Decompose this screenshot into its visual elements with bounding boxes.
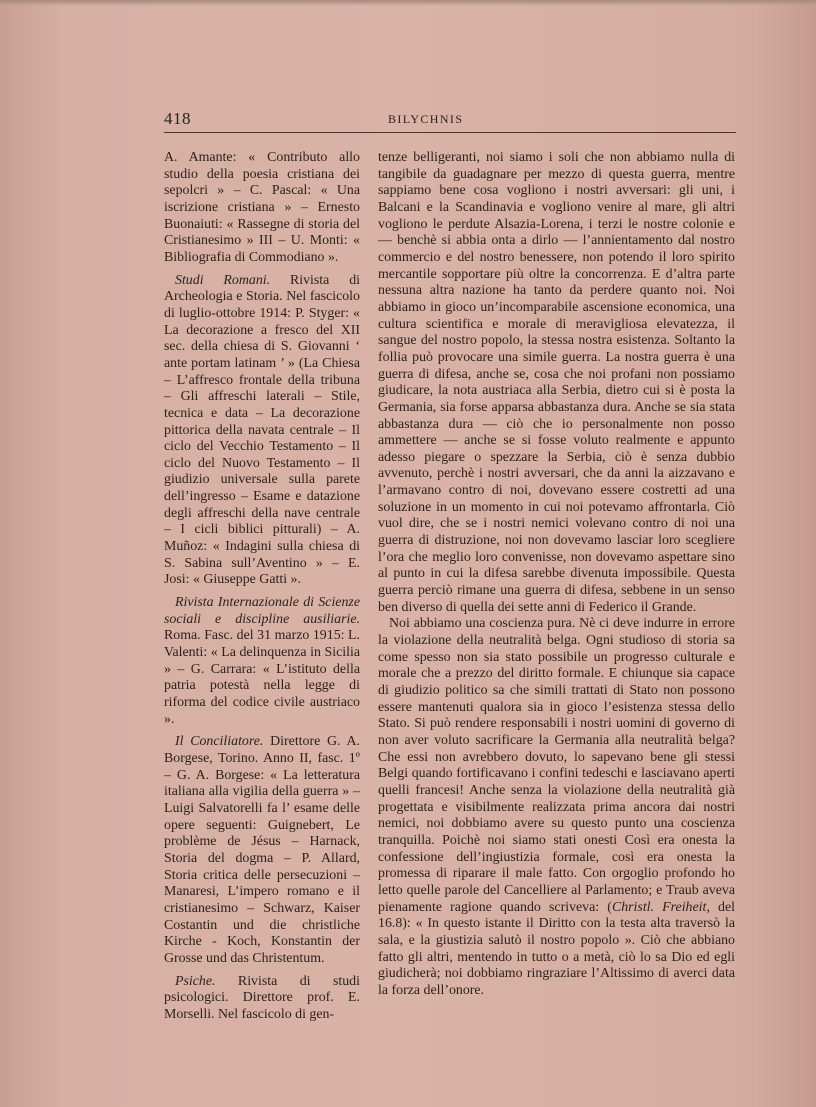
paragraph-italic: Christl. Freiheit, xyxy=(611,899,710,915)
header-rule xyxy=(164,132,736,133)
left-column xyxy=(164,150,360,1023)
paragraph-text: Direttore G. A. Borgese, Torino. Anno II, fasc. 1º – G. A. Borgese: « La letteratura italiana alla vigilia della guerra » – Luigi Salvatorelli fa l’ esame delle opere seguenti: Guignebert, Le problème de Jésus – Harnack, Storia del dogma – P. Allard, Storia critica delle persecuzioni – Manaresi, L’impero romano e il cristianesimo – Schwarz, Kaiser Costantin und die christliche Kirche - Koch, Konstantin der Grosse und das Christentum. xyxy=(164,734,360,966)
paragraph xyxy=(378,616,735,999)
journal-title: Studi Romani. xyxy=(175,272,271,288)
running-title: BILYCHNIS xyxy=(388,112,464,126)
journal-title: Rivista Internazionale di Scienze sociali e discipline ausiliarie. xyxy=(164,595,360,627)
right-column xyxy=(378,150,735,999)
paragraph-text: tenze belligeranti, noi siamo i soli che non abbiamo nulla di tangibile da guadagnare per mezzo di questa guerra, mentre sappiamo bene cosa vogliono i nostri avversari: gli uni, i Balcani e la Scandinavia e vogliono venire al mare, gli altri vogliono le perdute Alsazia-Lorena, i terzi le nostre colonie e — benchè si abbia onta a dirlo — l’annientamento dal nostro commercio e del nostro benessere, non potendo il loro spirito mercantile sopportare più oltre la concorrenza. E d’altra parte nessuna altra nazione ha tanto da perdere quanto noi. Noi abbiamo in gioco un’incomparabile ascensione economica, una cultura scientifica e morale di meravigliosa elevatezza, il sangue del nostro popolo, la stessa nostra esistenza. Soltanto la follia può provocare una simile guerra. La nostra guerra è una guerra di difesa, anche se, cosa che noi profani non possiamo giudicare, la nota austriaca alla Serbia, dietro cui si è posta la Germania, sia forse apparsa abbastanza dura. Anche se sia stata abbastanza dura — ciò che io personalmente non posso ammettere — anche se si fosse voluto realmente e appunto adesso piegare o spezzare la Serbia, ciò è senza dubbio avvenuto, perchè i nostri avversari, che da anni la aizzavano e l’armavano contro di noi, dovevano essere costretti ad una soluzione in un momento in cui noi potevamo affrontarla. Ciò vuol dire, che se i nostri nemici volevano contro di noi una guerra di distruzione, noi non dovevamo lasciar loro scegliere l’ora che meglio loro convenisse, non dovevamo aspettare sino al punto in cui la difesa sarebbe divenuta impossibile. Questa guerra perciò rimane una guerra di difesa, sebbene in un senso ben diverso di quella dei sette anni di Federico il Grande. xyxy=(378,150,735,615)
paragraph-text: Noi abbiamo una coscienza pura. Nè ci deve indurre in errore la violazione della neutralità belga. Ogni studioso di storia sa come spesso non sia stato possibile un progresso culturale e morale che a prezzo del diritto formale. E chiunque sia capace di giudizio politico sa che simili trattati di Stato non possono essere mantenuti qualora sia in gioco l’esistenza stessa dello Stato. Si può rendere responsabili i nostri uomini di governo di non aver voluto sacrificare la Germania alla neutralità belga? Che essi non avrebbero dovuto, lo sapevano bene gli stessi Belgi quando fortificavano i confini tedeschi e lasciavano aperti quelli francesi! Anche senza la violazione della neutralità già progettata e visibilmente realizzata prima ancora dai nostri nemici, noi dobbiamo avere su questo punto una coscienza tranquilla. Poichè noi siamo stati onesti Così era onesta la confessione dell’ingiustizia formale, così era onesta la promessa di riparare il male fatto. Con orgoglio profondo ho letto quelle parole del Cancelliere al Parlamento; e Traub aveva pienamente ragione quando scriveva: ( xyxy=(378,616,735,915)
paragraph-text: Rivista di Archeologia e Storia. Nel fascicolo di luglio-ottobre 1914: P. Styger: « La decorazione a fresco del XII sec. della chiesa di S. Giovanni ‘ ante portam latinam ’ » (La Chiesa – L’affresco frontale della tribuna – Gli affreschi laterali – Stile, tecnica e data – La decorazione pittorica della navata centrale – Il ciclo del Vecchio Testamento – Il ciclo del Nuovo Testamento – Il giudizio universale sulla parete dell’ingresso – Esame e datazione degli affreschi della nave centrale – I cicli biblici pitturali) – A. Muñoz: « Indagini sulla chiesa di S. Sabina sull’Aventino » – E. Josi: « Giuseppe Gatti ». xyxy=(164,272,360,588)
page-header xyxy=(164,109,736,131)
paragraph xyxy=(164,150,360,267)
page-top-edge xyxy=(0,0,816,6)
journal-title: Psiche. xyxy=(175,973,216,989)
paragraph xyxy=(378,150,735,616)
paragraph-text: A. Amante: « Contributo allo studio della poesia cristiana dei sepolcri » – C. Pascal: « Una iscrizione cristiana » – Ernesto Buonaiuti: « Rassegne di storia del Cristianesimo » III – U. Monti: « Bibliografia di Commodiano ». xyxy=(164,150,360,265)
paragraph xyxy=(164,273,360,589)
page-number: 418 xyxy=(164,109,191,128)
paragraph xyxy=(164,595,360,728)
journal-title: Il Conciliatore. xyxy=(175,734,264,750)
paragraph-text: Rivista di studi psicologici. Direttore prof. E. Morselli. Nel fascicolo di gen- xyxy=(164,973,360,1022)
paragraph xyxy=(164,974,360,1024)
paragraph-text: del 16.8): « In questo istante il Diritto con la testa alta traversò la sala, e la giustizia salutò il nostro popolo ». Ciò che abbiano fatto gli altri, mentendo in tutto o a metà, ciò lo sa Dio ed egli giudicherà; noi dobbiamo ringraziare l’Altissimo di averci data la forza dell’onore. xyxy=(378,899,735,998)
paragraph-text: Roma. Fasc. del 31 marzo 1915: L. Valenti: « La delinquenza in Sicilia » – G. Carrara: « L’istituto della patria potestà nella legge di riforma del codice civile austriaco ». xyxy=(164,628,360,727)
paragraph xyxy=(164,734,360,967)
